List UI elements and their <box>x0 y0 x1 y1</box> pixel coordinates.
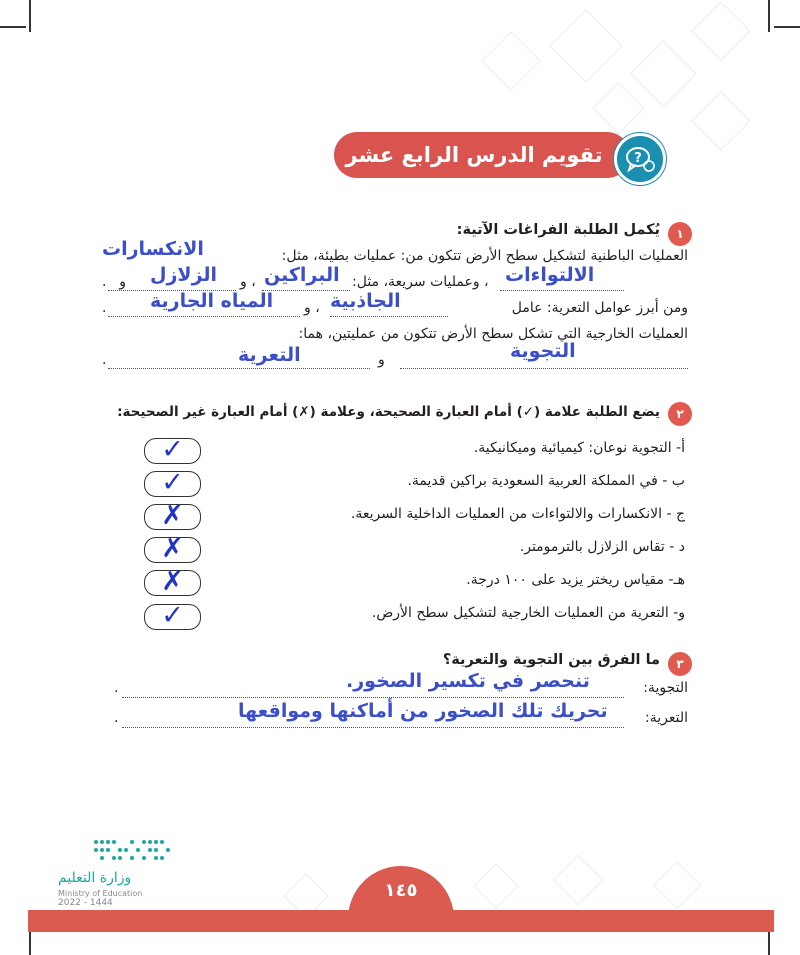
background-pattern <box>481 31 540 90</box>
q1-line1-text: العمليات الباطنية لتشكيل سطح الأرض تتكون من: عمليات بطيئة، مثل: <box>281 248 688 264</box>
q1-line3-and: ، و <box>304 300 320 316</box>
question-3-prompt: ما الفرق بين التجوية والتعرية؟ <box>442 652 660 668</box>
crop-mark <box>768 0 770 32</box>
q1-line3-text: ومن أبرز عوامل التعرية: عامل <box>511 300 688 316</box>
lesson-header-title: تقويم الدرس الرابع عشر <box>345 143 603 167</box>
q3-answer-weathering: تنحصر في تكسير الصخور. <box>346 670 590 692</box>
answer-box-a <box>144 434 201 465</box>
answer-box-d <box>144 533 201 564</box>
question-1-prompt: يُكمل الطلبة الفراغات الآتية: <box>456 222 660 238</box>
q1-line2-mid: ، وعمليات سريعة، مثل: <box>352 274 489 290</box>
q1-line5-and: و <box>378 352 385 368</box>
ministry-logo-icon <box>92 838 172 870</box>
statement-a: أ- التجوية نوعان: كيميائية وميكانيكية. <box>473 440 685 456</box>
q3-row2-end: . <box>114 710 119 726</box>
ministry-name-english: Ministry of Education <box>58 889 143 898</box>
q1-blank <box>500 290 624 291</box>
q1-line2-end: . <box>102 274 107 290</box>
q3-blank <box>122 727 624 728</box>
statement-f: و- التعرية من العمليات الخارجية لتشكيل سطح الأرض. <box>371 605 685 621</box>
q1-answer-gravity: الجاذبية <box>330 290 401 312</box>
q1-blank <box>330 316 448 317</box>
q3-row1-end: . <box>114 680 119 696</box>
q3-blank <box>122 697 624 698</box>
q1-answer-folds: الالتواءات <box>505 264 595 286</box>
q1-answer-erosion: التعرية <box>238 344 301 366</box>
question-number-2: ٢ <box>668 402 692 426</box>
q1-line3-end: . <box>102 300 107 316</box>
crop-mark <box>774 26 800 28</box>
q3-row1-label: التجوية: <box>643 680 688 696</box>
answer-box-c <box>144 500 201 531</box>
q1-answer-running-water: المياه الجارية <box>150 290 274 312</box>
q1-answer-weathering: التجوية <box>510 340 576 362</box>
ministry-name-arabic: وزارة التعليم <box>58 870 132 886</box>
statement-c: ج - الانكسارات والالتواءات من العمليات الداخلية السريعة. <box>350 506 685 522</box>
background-pattern <box>691 1 750 60</box>
answer-box-e <box>144 566 201 597</box>
answer-box-f <box>144 600 201 631</box>
question-number-3: ٣ <box>668 652 692 676</box>
question-number-1: ١ <box>668 222 692 246</box>
cross-icon: ✗ <box>161 566 184 597</box>
statement-d: د - تقاس الزلازل بالترمومتر. <box>519 539 685 555</box>
q1-blank <box>400 368 688 369</box>
cross-icon: ✗ <box>161 533 184 564</box>
check-icon: ✓ <box>161 600 184 631</box>
background-pattern <box>592 82 644 134</box>
background-pattern <box>653 861 701 909</box>
crop-mark <box>0 26 26 28</box>
crop-mark <box>29 0 31 32</box>
q1-line2-and: و <box>119 274 126 290</box>
q1-line2-and2: ، و <box>240 274 256 290</box>
q1-blank <box>108 316 300 317</box>
statement-b: ب - في المملكة العربية السعودية براكين قديمة. <box>407 473 685 489</box>
q1-answer-earthquakes: الزلازل <box>150 264 218 286</box>
page-number: ١٤٥ <box>384 880 418 901</box>
q1-line4-text: العمليات الخارجية التي تشكل سطح الأرض تتكون من عمليتين، هما: <box>298 326 688 342</box>
statement-e: هـ- مقياس ريختر يزيد على ١٠٠ درجة. <box>466 572 685 588</box>
check-icon: ✓ <box>161 467 184 498</box>
q1-answer-fractures: الانكسارات <box>102 238 204 260</box>
question-chat-icon <box>614 133 666 185</box>
q1-blank <box>108 368 370 369</box>
svg-text:?: ? <box>634 151 642 166</box>
check-icon: ✓ <box>161 434 184 465</box>
question-2-prompt: يضع الطلبة علامة (✓) أمام العبارة الصحيحة، وعلامة (✗) أمام العبارة غير الصحيحة: <box>117 404 660 420</box>
background-pattern <box>473 863 518 908</box>
background-pattern <box>549 9 623 83</box>
q1-answer-volcanoes: البراكين <box>264 264 340 286</box>
q3-row2-label: التعرية: <box>645 710 688 726</box>
q3-answer-erosion: تحريك تلك الصخور من أماكنها ومواقعها <box>238 700 608 722</box>
answer-box-b <box>144 467 201 498</box>
background-pattern <box>691 91 750 150</box>
cross-icon: ✗ <box>161 500 184 531</box>
edition-year: 2022 - 1444 <box>58 898 113 908</box>
background-pattern <box>553 855 604 906</box>
background-pattern <box>630 40 696 106</box>
q1-line5-end: . <box>102 352 107 368</box>
